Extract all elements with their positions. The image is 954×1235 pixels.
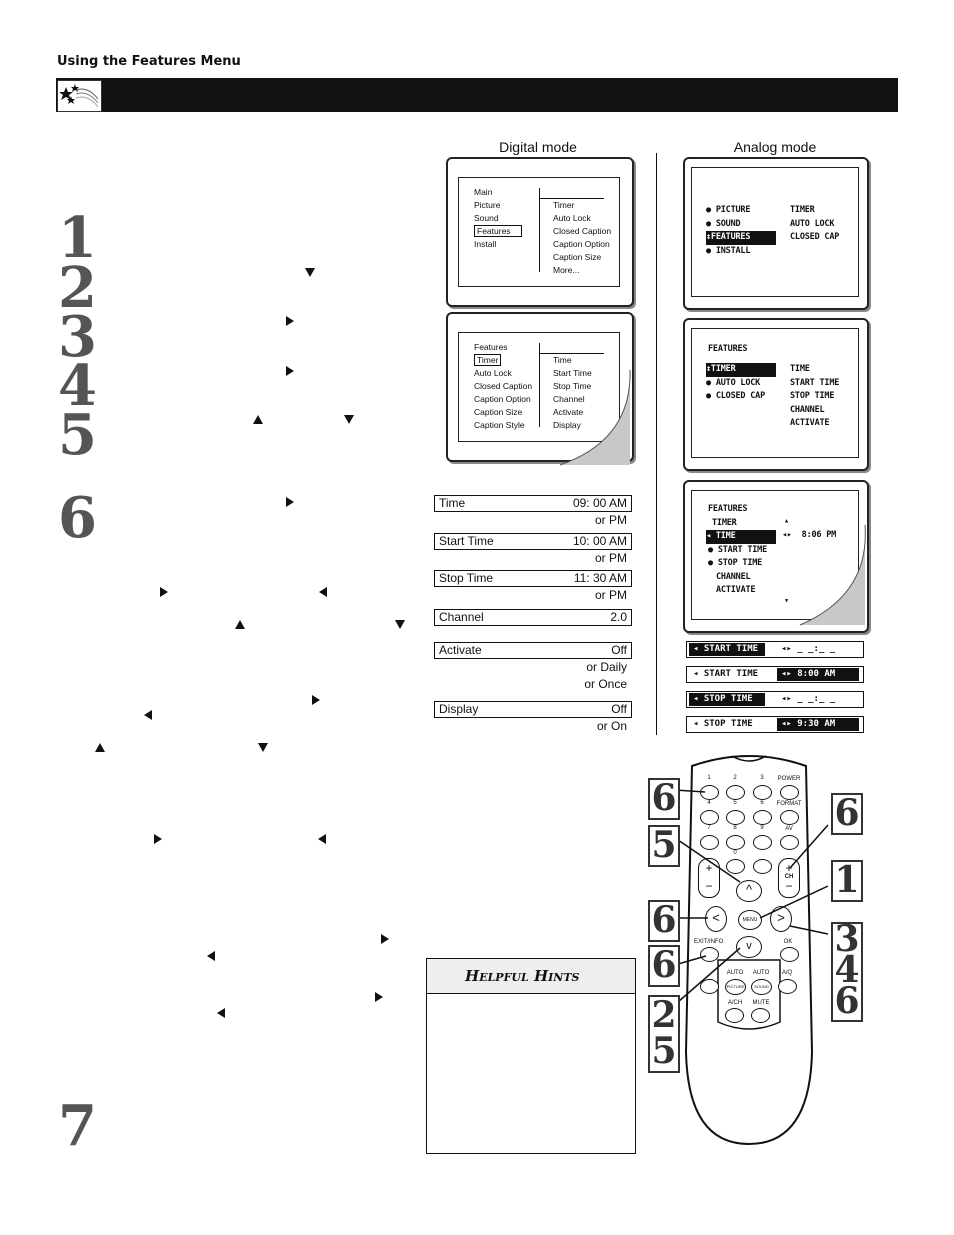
- right-arrow-icon: [286, 366, 294, 376]
- stars-icon: [57, 80, 102, 112]
- step-number-5: 5: [58, 402, 97, 468]
- step-number-6: 6: [58, 485, 97, 551]
- setting-alt: or Daily: [586, 660, 627, 674]
- page-curl-icon: [790, 525, 870, 635]
- callout-1: 1: [831, 860, 863, 902]
- activate-setting-row: [434, 642, 632, 659]
- helpful-hints-box: [426, 958, 636, 1154]
- submenu-item: Channel: [553, 394, 585, 404]
- right-button[interactable]: >: [770, 906, 792, 932]
- display-setting-row: [434, 701, 632, 718]
- menu-item-selected: ◂ TIME: [706, 530, 776, 544]
- volume-rocker[interactable]: + −: [698, 858, 720, 898]
- menu-item-selected: ↕TIMER: [706, 363, 776, 377]
- submenu-item: Caption Size: [553, 252, 602, 262]
- submenu-item: Start Time: [553, 368, 592, 378]
- analog-menu-screen: [683, 157, 869, 310]
- digital-menu-screen: [446, 157, 634, 307]
- setting-value: 2.0: [610, 610, 627, 624]
- submenu-item: STOP TIME: [790, 391, 835, 401]
- menu-item-selected: Features: [474, 225, 522, 237]
- time-setting-row: [434, 495, 632, 512]
- menu-item: ● CLOSED CAP: [706, 391, 766, 401]
- step-number-7: 7: [58, 1093, 97, 1159]
- auto-sound-button[interactable]: SOUND: [751, 979, 772, 995]
- menu-item: TIMER: [712, 517, 737, 528]
- setting-value: Off: [611, 702, 627, 716]
- up-arrow-icon: [235, 620, 245, 629]
- submenu-item: AUTO LOCK: [790, 218, 835, 229]
- setting-label: Stop Time: [439, 571, 494, 585]
- left-arrow-icon: [144, 710, 152, 720]
- setting-label: Activate: [439, 643, 482, 657]
- step-number-4: 4: [58, 353, 97, 419]
- menu-item: ● SOUND: [706, 218, 741, 229]
- menu-item: Auto Lock: [474, 368, 512, 378]
- menu-item: ● AUTO LOCK: [706, 377, 761, 388]
- analog-stop-time-set-row: ◂ STOP TIME ◂▸ 9:30 AM: [686, 716, 864, 733]
- up-arrow-icon: [253, 415, 263, 424]
- menu-item: Caption Size: [474, 407, 523, 417]
- menu-item: Features: [474, 342, 508, 352]
- menu-item: Picture: [474, 200, 501, 210]
- menu-item: Closed Caption: [474, 381, 533, 391]
- setting-label: Time: [439, 496, 466, 510]
- submenu-item: CLOSED CAP: [790, 232, 840, 242]
- callout-6: 6: [648, 900, 680, 942]
- menu-item: ● START TIME: [708, 544, 768, 555]
- right-arrow-icon: [286, 497, 294, 507]
- submenu-item: TIMER: [790, 205, 815, 215]
- right-arrow-icon: [312, 695, 320, 705]
- submenu-item: ACTIVATE: [790, 418, 830, 428]
- submenu-item: Closed Caption: [553, 226, 612, 236]
- start-time-setting-row: [434, 533, 632, 550]
- left-arrow-icon: [318, 834, 326, 844]
- menu-item: Install: [474, 239, 497, 249]
- step-number-3: 3: [58, 304, 97, 370]
- up-arrow-icon: ▴: [784, 516, 789, 526]
- submenu-item: TIME: [790, 364, 810, 374]
- screen-title: FEATURES: [708, 344, 748, 354]
- analog-start-time-set-row: ◂ START TIME ◂▸ 8:00 AM: [686, 666, 864, 683]
- setting-alt: or PM: [594, 588, 627, 602]
- callout-3-4-6: 3 4 6: [831, 922, 863, 1022]
- down-button[interactable]: v: [736, 936, 762, 958]
- menu-item: Caption Option: [474, 394, 531, 404]
- section-title: Using the Features Menu: [57, 54, 241, 69]
- down-arrow-icon: [395, 620, 405, 629]
- setting-label: Start Time: [439, 534, 494, 548]
- stop-time-setting-row: [434, 570, 632, 587]
- menu-item: Sound: [474, 213, 499, 223]
- callout-6: 6: [648, 945, 680, 987]
- down-arrow-icon: [344, 415, 354, 424]
- time-value-display: ◂▸ 8:06 PM: [782, 530, 837, 540]
- analog-features-screen: [683, 318, 869, 471]
- digital-mode-label: Digital mode: [499, 139, 577, 155]
- down-arrow-icon: [258, 743, 268, 752]
- submenu-item: START TIME: [790, 377, 840, 388]
- analog-stop-time-row: ◂ STOP TIME ◂▸ _ _:_ _: [686, 691, 864, 708]
- right-arrow-icon: [286, 316, 294, 326]
- setting-value: 10: 00 AM: [572, 534, 627, 548]
- setting-alt: or Once: [584, 677, 627, 691]
- callout-5: 5: [648, 825, 680, 867]
- submenu-item: Caption Option: [553, 239, 610, 249]
- mode-divider: [656, 153, 657, 735]
- setting-label: Channel: [439, 610, 484, 624]
- channel-setting-row: [434, 609, 632, 626]
- menu-item: Caption Style: [474, 420, 525, 430]
- left-arrow-icon: [217, 1008, 225, 1018]
- submenu-item: Time: [553, 355, 572, 365]
- menu-item: Main: [474, 187, 493, 197]
- menu-item: CHANNEL: [716, 571, 751, 582]
- menu-item: ● PICTURE: [706, 205, 751, 215]
- callout-2-5: 2 5: [648, 995, 680, 1073]
- down-arrow-icon: [305, 268, 315, 277]
- right-arrow-icon: [375, 992, 383, 1002]
- submenu-item: Stop Time: [553, 381, 592, 391]
- channel-rocker[interactable]: + −: [778, 858, 800, 898]
- setting-value: 09: 00 AM: [572, 496, 627, 510]
- callout-6: 6: [831, 793, 863, 835]
- up-button[interactable]: ^: [736, 880, 762, 902]
- right-arrow-icon: [381, 934, 389, 944]
- submenu-item: Auto Lock: [553, 213, 591, 223]
- setting-alt: or PM: [594, 551, 627, 565]
- submenu-item: CHANNEL: [790, 404, 825, 415]
- menu-item-selected: ↕FEATURES: [706, 231, 776, 245]
- right-arrow-icon: [154, 834, 162, 844]
- helpful-hints-title: HELPFUL HINTS: [427, 959, 635, 994]
- submenu-item: Activate: [553, 407, 584, 417]
- submenu-item: More...: [553, 265, 580, 275]
- left-arrow-icon: [319, 587, 327, 597]
- analog-start-time-row: ◂ START TIME ◂▸ _ _:_ _: [686, 641, 864, 658]
- submenu-item: Timer: [553, 200, 575, 210]
- menu-item: ACTIVATE: [716, 585, 756, 595]
- setting-value: 11: 30 AM: [573, 571, 627, 585]
- left-arrow-icon: [207, 951, 215, 961]
- setting-alt: or PM: [594, 513, 627, 527]
- step-number-1: 1: [58, 205, 97, 271]
- up-arrow-icon: [95, 743, 105, 752]
- analog-mode-label: Analog mode: [733, 139, 817, 155]
- menu-button[interactable]: MENU: [738, 910, 762, 930]
- page-curl-icon: [540, 370, 635, 480]
- step-number-2: 2: [58, 255, 97, 321]
- screen-title: FEATURES: [708, 504, 748, 514]
- left-button[interactable]: <: [705, 906, 727, 932]
- setting-alt: or On: [596, 719, 627, 733]
- auto-picture-button[interactable]: PICTURE: [725, 979, 746, 995]
- right-arrow-icon: [160, 587, 168, 597]
- menu-item-selected: Timer: [474, 354, 501, 366]
- down-arrow-icon: ▾: [784, 596, 789, 606]
- menu-item: ● INSTALL: [706, 245, 751, 256]
- menu-item: ● STOP TIME: [708, 558, 763, 568]
- setting-value: Off: [611, 643, 627, 657]
- submenu-item: Display: [553, 420, 581, 430]
- callout-6: 6: [648, 778, 680, 820]
- title-banner: [56, 78, 898, 112]
- setting-label: Display: [439, 702, 479, 716]
